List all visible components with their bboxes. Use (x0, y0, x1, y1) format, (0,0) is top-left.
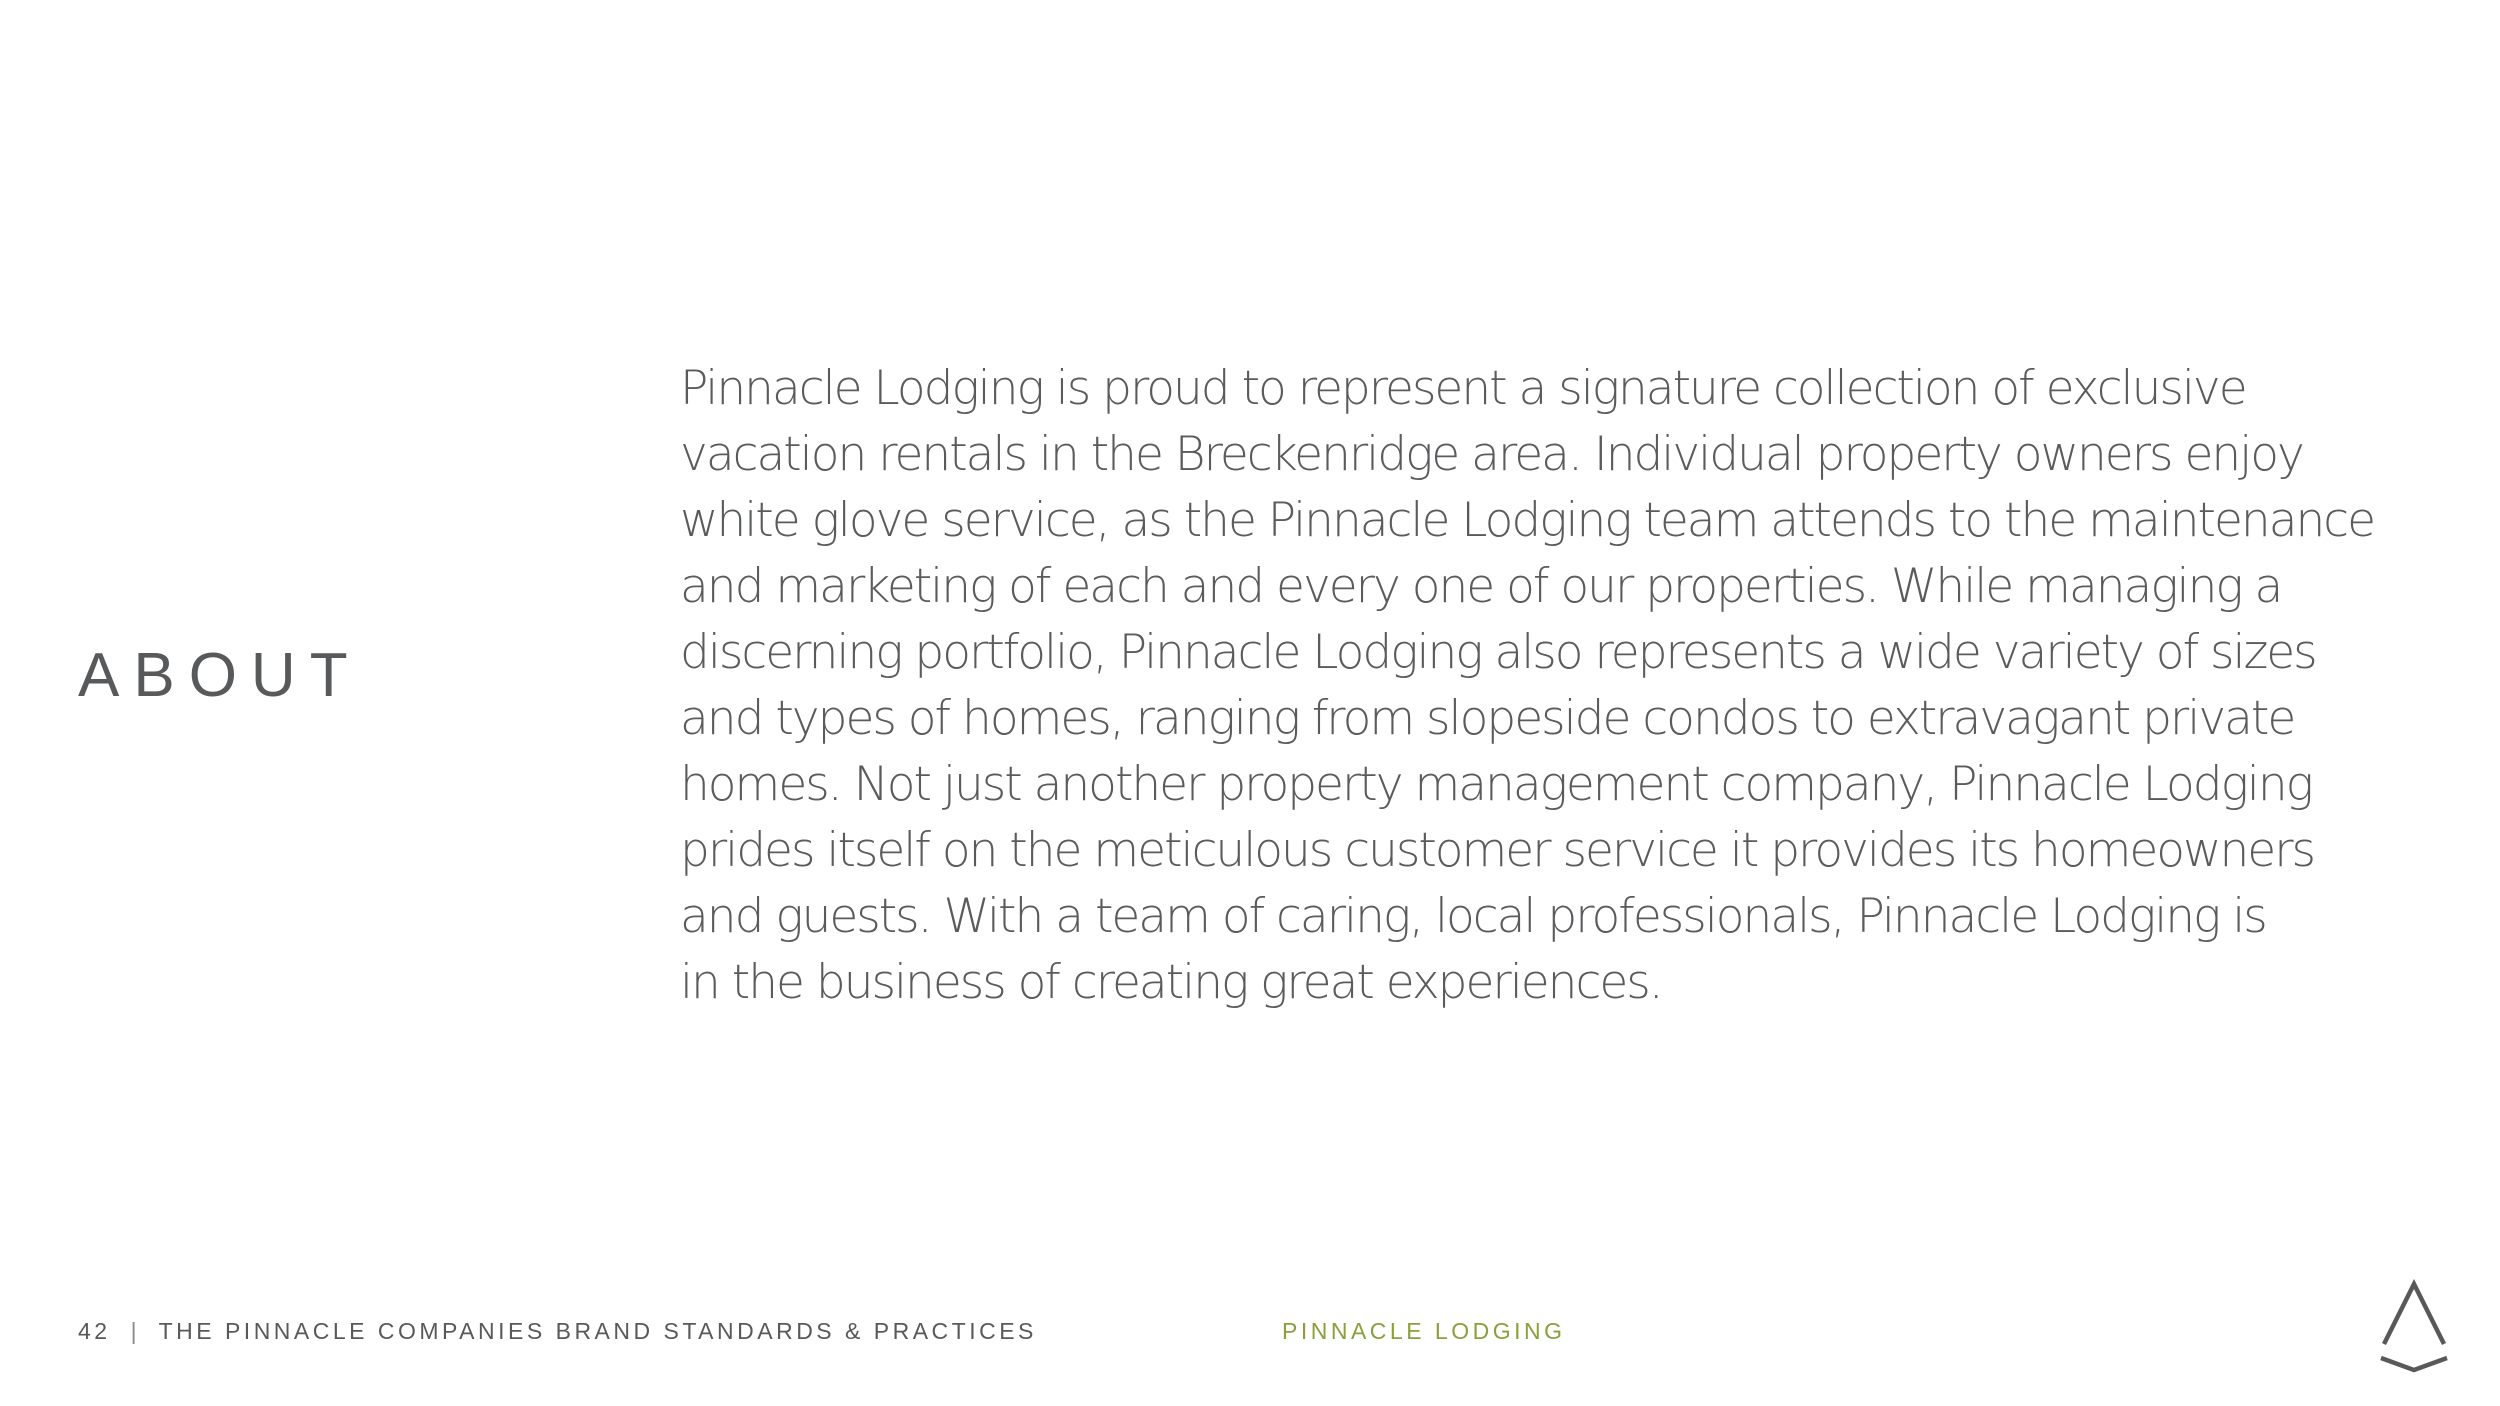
page-number: 42 (78, 1317, 111, 1344)
page-footer (78, 1316, 1037, 1346)
body-line: and marketing of each and every one of our properties. While managing a (680, 559, 2282, 614)
body-line: white glove service, as the Pinnacle Lodging team attends to the maintenance (680, 493, 2375, 548)
about-body-text (680, 356, 2375, 1016)
pinnacle-peak-logo-icon (2378, 1278, 2450, 1376)
body-line: homes. Not just another property management company, Pinnacle Lodging (680, 757, 2312, 812)
footer-separator: | (130, 1317, 137, 1344)
section-heading: ABOUT (78, 641, 362, 710)
body-line: prides itself on the meticulous customer service it provides its homeowners (680, 823, 2315, 878)
body-line: discerning portfolio, Pinnacle Lodging also represents a wide variety of sizes (680, 625, 2316, 680)
brand-label: PINNACLE LODGING (1282, 1317, 1566, 1344)
body-line: in the business of creating great experiences. (680, 955, 1662, 1010)
body-line: and types of homes, ranging from slopeside condos to extravagant private (680, 691, 2295, 746)
document-title: THE PINNACLE COMPANIES BRAND STANDARDS & PRACTICES (158, 1317, 1037, 1344)
body-line: Pinnacle Lodging is proud to represent a signature collection of exclusive (680, 361, 2246, 416)
body-line: vacation rentals in the Breckenridge area. Individual property owners enjoy (680, 427, 2303, 482)
body-line: and guests. With a team of caring, local professionals, Pinnacle Lodging is (680, 889, 2266, 944)
